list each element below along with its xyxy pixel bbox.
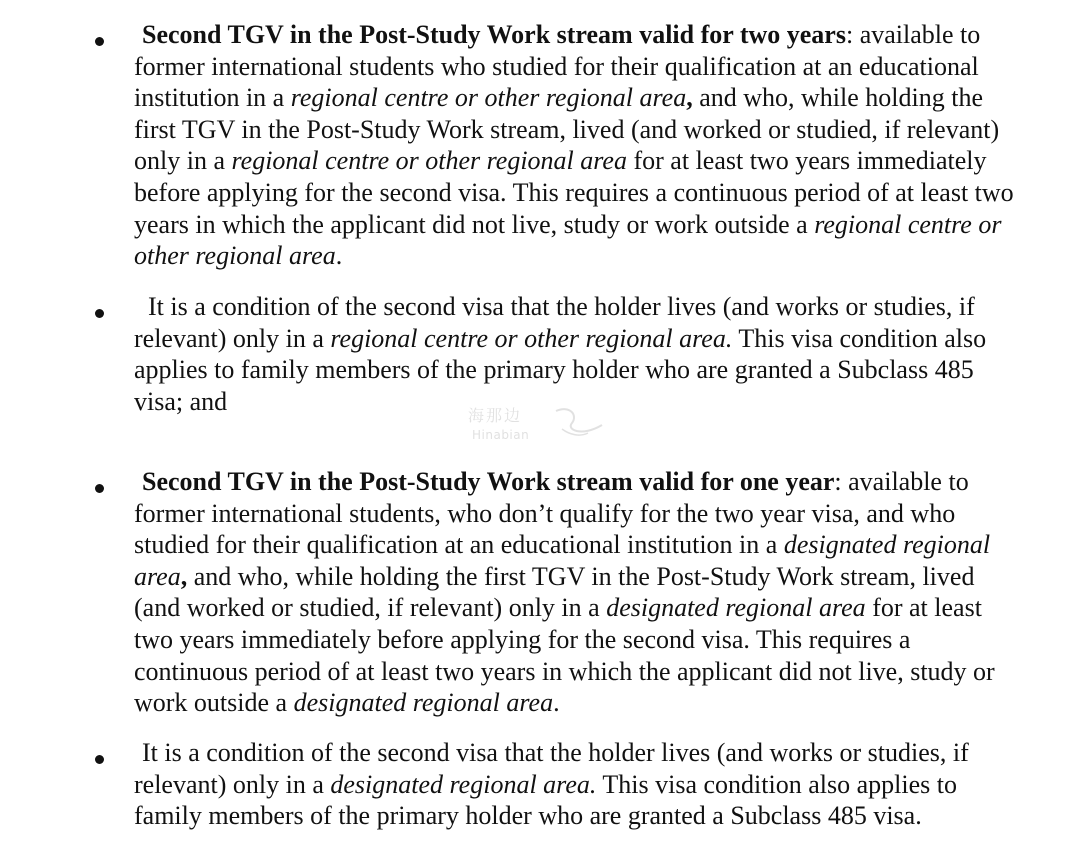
watermark-zh: 海那边 <box>468 406 523 425</box>
italic-run: regional centre or other regional area. <box>330 323 733 353</box>
bold-run: , <box>686 83 693 113</box>
text-run: for at least two years immediately <box>626 146 987 176</box>
text-run: and who, while holding the <box>692 83 984 113</box>
text-run: continuous period of at least two years in which the applicant did not live, study or <box>134 656 995 686</box>
bullet-dot-icon <box>95 484 104 493</box>
text-line <box>134 209 1080 241</box>
text-line <box>134 19 1080 51</box>
text-line <box>134 82 1080 114</box>
text-run: applies to family members of the primary holder who are granted a Subclass 485 <box>134 355 974 385</box>
italic-run: other regional area <box>134 241 336 271</box>
watermark <box>468 403 618 447</box>
text-run: only in a <box>134 146 232 176</box>
bold-run: Second TGV in the Post-Study Work stream valid for two years <box>142 20 846 49</box>
text-line <box>134 800 1080 832</box>
text-line <box>134 561 1080 593</box>
text-line <box>134 737 1080 769</box>
text-run: It is a condition of the second visa that the holder lives (and works or studies, if <box>142 738 969 767</box>
italic-run: regional centre or other regional area <box>290 83 687 113</box>
text-run: relevant) only in a <box>134 323 331 353</box>
text-run: first TGV in the Post-Study Work stream, lived (and worked or studied, if relevant) <box>134 114 1000 144</box>
italic-run: designated regional area. <box>330 769 597 799</box>
text-run: It is a condition of the second visa that the holder lives (and works or studies, if <box>148 292 975 321</box>
text-line <box>134 656 1080 688</box>
text-line <box>134 498 1080 530</box>
text-run: family members of the primary holder who are granted a Subclass 485 visa. <box>134 801 922 831</box>
text-line <box>134 592 1080 624</box>
text-run: : available to <box>834 467 969 496</box>
bullet-dot-icon <box>95 309 104 318</box>
text-run: work outside a <box>134 688 294 718</box>
text-run: This visa condition also applies to <box>596 769 957 799</box>
hinabian-swoosh-icon <box>552 403 608 445</box>
text-run: for at least <box>865 593 982 623</box>
text-run: (and worked or studied, if relevant) only in a <box>134 593 607 623</box>
bullet-text <box>134 19 1080 272</box>
italic-run: designated regional <box>783 530 991 560</box>
text-line <box>134 624 1080 656</box>
text-run: . <box>553 688 560 718</box>
text-line <box>134 466 1080 498</box>
text-run: institution in a <box>134 83 291 113</box>
text-line <box>134 687 1080 719</box>
text-run: . <box>335 241 343 271</box>
text-line <box>134 529 1080 561</box>
text-run: This visa condition also <box>732 323 987 353</box>
text-line <box>134 354 1080 386</box>
text-run: before applying for the second visa. This requires a continuous period of at least two <box>134 177 1014 207</box>
text-run: years in which the applicant did not live, study or work outside a <box>134 209 815 239</box>
text-run: former international students, who don’t qualify for the two year visa, and who <box>134 498 956 528</box>
text-line <box>134 114 1080 146</box>
bullet-dot-icon <box>95 37 104 46</box>
bold-run: , <box>180 561 188 591</box>
text-line <box>134 177 1080 209</box>
text-run: relevant) only in a <box>134 769 331 799</box>
text-run: : available to <box>845 20 981 49</box>
text-run: two years immediately before applying for the second visa. This requires a <box>134 624 911 654</box>
watermark-en: Hinabian <box>472 428 530 442</box>
text-line <box>134 323 1080 355</box>
italic-run: area <box>134 561 181 591</box>
bullet-text <box>134 291 1080 417</box>
text-line <box>134 769 1080 801</box>
text-run: visa; and <box>134 386 228 416</box>
italic-run: designated regional area <box>293 688 554 718</box>
text-line <box>134 240 1080 272</box>
bullet-text <box>134 466 1080 719</box>
italic-run: regional centre or <box>814 209 1002 239</box>
text-line <box>134 145 1080 177</box>
text-line <box>134 51 1080 83</box>
italic-run: regional centre or other regional area <box>231 146 627 176</box>
text-run: and who, while holding the first TGV in the Post-Study Work stream, lived <box>187 561 975 591</box>
text-run: studied for their qualification at an educational institution in a <box>134 530 784 560</box>
bullet-text <box>134 737 1080 832</box>
italic-run: designated regional area <box>606 593 866 623</box>
bullet-dot-icon <box>95 755 104 764</box>
text-line <box>134 291 1080 323</box>
text-run: former international students who studied for their qualification at an educational <box>134 51 979 81</box>
bold-run: Second TGV in the Post-Study Work stream valid for one year <box>142 467 835 496</box>
